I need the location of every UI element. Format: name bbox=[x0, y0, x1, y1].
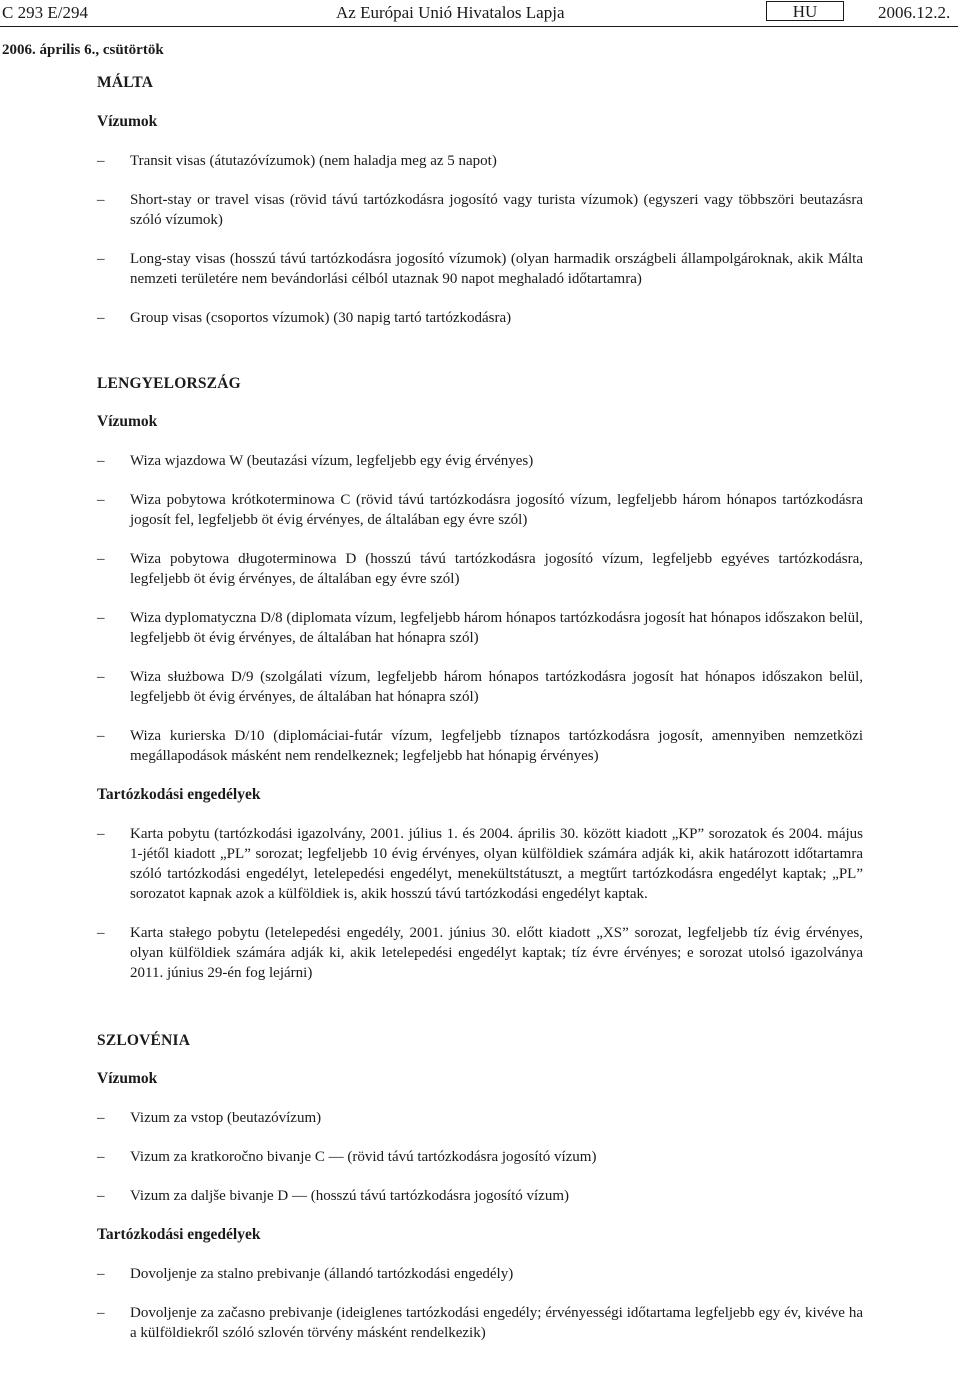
dash-marker: – bbox=[97, 669, 105, 685]
page-header bbox=[0, 0, 960, 24]
section-slovenia bbox=[97, 1030, 863, 1343]
list-item-text: Karta pobytu (tartózkodási igazolvány, 2001. július 1. és 2004. április 30. között kiadott „KP” sorozatok és 2004. május 1-jétől kiadott „PL” sorozat; legfeljebb 10 évig érvényes, olyan külföldiek számára adják ki, akik határozott időtartamra szóló tartózkodási engedélyt, letelepedési engedélyt, menekültstátuszt, a megtűrt tartózkodásra engedélyt kaptak; „PL” sorozatot kapnak azok a külföldiek is, akik hosszú távú tartózkodási engedélyt kaptak. bbox=[130, 826, 863, 902]
list-item-text: Wiza wjazdowa W (beutazási vízum, legfeljebb egy évig érvényes) bbox=[130, 453, 534, 469]
item-list bbox=[97, 451, 863, 766]
list-item bbox=[97, 726, 863, 766]
dash-marker: – bbox=[97, 925, 105, 941]
dash-marker: – bbox=[97, 492, 105, 508]
section-malta bbox=[97, 72, 863, 328]
dash-marker: – bbox=[97, 610, 105, 626]
group-heading: Vízumok bbox=[97, 413, 158, 430]
list-item-text: Karta stałego pobytu (letelepedési engedély, 2001. június 30. előtt kiadott „XS” sorozat, legfeljebb tíz évig érvényes, olyan külföldiek számára adják ki, akik letelepedési engedélyt kaptak; tíz évre érvényes; e sorozat utolsó igazolványa 2011. június 29-én fog lejárni) bbox=[130, 925, 863, 981]
list-item bbox=[97, 190, 863, 230]
list-item-text: Wiza kurierska D/10 (diplomáciai-futár vízum, legfeljebb tíznapos tartózkodásra jogosít, amennyiben nemzetközi megállapodások másként nem rendelkeznek; legfeljebb hat hónapig érvényes) bbox=[130, 728, 863, 764]
country-heading: LENGYELORSZÁG bbox=[97, 375, 241, 392]
list-item bbox=[97, 1186, 863, 1206]
page-reference: C 293 E/294 bbox=[2, 3, 88, 22]
item-list bbox=[97, 1264, 863, 1343]
list-item-text: Long-stay visas (hosszú távú tartózkodásra jogosító vízumok) (olyan harmadik országbeli állampolgároknak, akik Málta nemzeti területére nem bevándorlási célból utaznak 90 napot meghaladó időtartamra) bbox=[130, 251, 863, 287]
dash-marker: – bbox=[97, 192, 105, 208]
group-heading: Vízumok bbox=[97, 1070, 158, 1087]
list-item-text: Wiza służbowa D/9 (szolgálati vízum, legfeljebb három hónapos tartózkodásra jogosít hat hónapos időszakon belül, legfeljebb öt évig érvényes, de általában hat hónapra szól) bbox=[130, 669, 863, 705]
dash-marker: – bbox=[97, 826, 105, 842]
list-item bbox=[97, 1147, 863, 1167]
list-item-text: Wiza pobytowa długoterminowa D (hosszú távú tartózkodásra jogosító vízum, legfeljebb egyéves tartózkodásra, legfeljebb öt évig érvényes, de általában egy évre szól) bbox=[130, 551, 863, 587]
dash-marker: – bbox=[97, 251, 105, 267]
issue-date: 2006.12.2. bbox=[878, 3, 951, 22]
list-item bbox=[97, 824, 863, 904]
list-item bbox=[97, 151, 863, 171]
list-item-text: Short-stay or travel visas (rövid távú tartózkodásra jogosító vagy turista vízumok) (egyszeri vagy többszöri beutazásra szóló vízumok) bbox=[130, 192, 863, 228]
dash-marker: – bbox=[97, 551, 105, 567]
group-heading: Tartózkodási engedélyek bbox=[97, 1226, 261, 1243]
header-rule bbox=[0, 26, 958, 27]
section-poland bbox=[97, 373, 863, 983]
dash-marker: – bbox=[97, 1188, 105, 1204]
dash-marker: – bbox=[97, 1149, 105, 1165]
list-item-text: Vizum za vstop (beutazóvízum) bbox=[130, 1110, 322, 1126]
dash-marker: – bbox=[97, 1305, 105, 1321]
list-item-text: Vizum za daljše bivanje D — (hosszú távú tartózkodásra jogosító vízum) bbox=[130, 1188, 569, 1204]
list-item-text: Wiza pobytowa krótkoterminowa C (rövid távú tartózkodásra jogosító vízum, legfeljebb három hónapos tartózkodásra jogosít fel, legfeljebb öt évig érvényes, de általában egy évre szól) bbox=[130, 492, 863, 528]
group-heading: Tartózkodási engedélyek bbox=[97, 786, 261, 803]
language-badge: HU bbox=[766, 1, 844, 21]
country-heading: SZLOVÉNIA bbox=[97, 1032, 191, 1049]
list-item bbox=[97, 490, 863, 530]
list-item bbox=[97, 549, 863, 589]
list-item-text: Wiza dyplomatyczna D/8 (diplomata vízum, legfeljebb három hónapos tartózkodásra jogosít hat hónapos időszakon belül, legfeljebb öt évig érvényes, de általában hat hónapra szól) bbox=[130, 610, 863, 646]
list-item-text: Group visas (csoportos vízumok) (30 napig tartó tartózkodásra) bbox=[130, 310, 512, 326]
list-item-text: Vizum za kratkoročno bivanje C — (rövid távú tartózkodásra jogosító vízum) bbox=[130, 1149, 597, 1165]
dash-marker: – bbox=[97, 310, 105, 326]
country-heading: MÁLTA bbox=[97, 74, 154, 91]
dash-marker: – bbox=[97, 453, 105, 469]
item-list bbox=[97, 824, 863, 983]
item-list bbox=[97, 151, 863, 328]
dash-marker: – bbox=[97, 153, 105, 169]
list-item-text: Dovoljenje za stalno prebivanje (állandó tartózkodási engedély) bbox=[130, 1266, 514, 1282]
list-item bbox=[97, 1264, 863, 1284]
dash-marker: – bbox=[97, 1110, 105, 1126]
list-item bbox=[97, 308, 863, 328]
list-item bbox=[97, 1108, 863, 1128]
list-item bbox=[97, 249, 863, 289]
group-heading: Vízumok bbox=[97, 113, 158, 130]
list-item-text: Dovoljenje za začasno prebivanje (ideiglenes tartózkodási engedély; érvényességi időtartama legfeljebb egy év, kivéve ha a külföldiekről szóló szlovén törvény másként rendelkezik) bbox=[130, 1305, 863, 1341]
list-item bbox=[97, 608, 863, 648]
dash-marker: – bbox=[97, 1266, 105, 1282]
item-list bbox=[97, 1108, 863, 1206]
list-item-text: Transit visas (átutazóvízumok) (nem haladja meg az 5 napot) bbox=[130, 153, 497, 169]
list-item bbox=[97, 923, 863, 983]
dash-marker: – bbox=[97, 728, 105, 744]
list-item bbox=[97, 451, 863, 471]
sitting-date: 2006. április 6., csütörtök bbox=[2, 42, 164, 58]
document-body bbox=[97, 72, 863, 1343]
list-item bbox=[97, 667, 863, 707]
list-item bbox=[97, 1303, 863, 1343]
publication-title: Az Európai Unió Hivatalos Lapja bbox=[336, 3, 565, 22]
